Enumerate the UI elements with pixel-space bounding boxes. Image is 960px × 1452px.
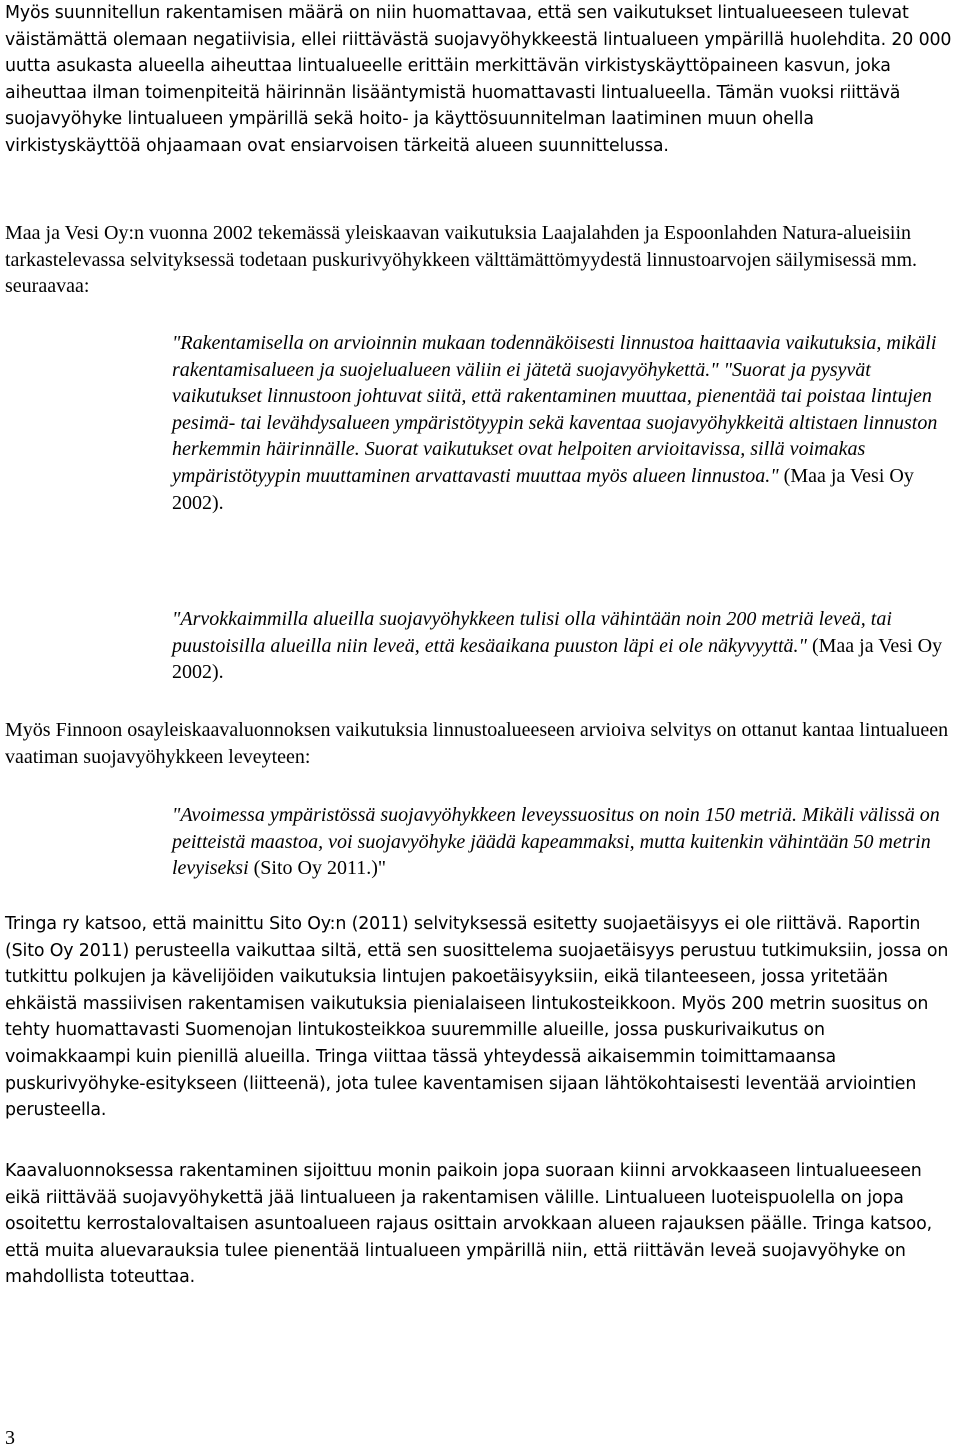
paragraph-4: Tringa ry katsoo, että mainittu Sito Oy:n (2011) selvityksessä esitetty suojaetäisyys ei ole riittävä. Raportin (Sito Oy 2011) perusteella vaikuttaa siltä, että sen suosittelema suojaetäisyys perustuu tutkimuksiin, jossa on tutkittu polkujen ja kävelijöiden vaikutuksia lintujen pakoetäisyyksiin, eikä tilanteeseen, jossa yritetään ehkäistä massiivisen rakentamisen vaikutuksia pienialaiseen lintukosteikkoon. Myös 200 metrin suositus on tehty huomattavasti Suomenojan lintukosteikkoa suuremmille alueille, jossa puskurivaikutus on voimakkaampi kuin pienillä alueilla. Tringa viittaa tässä yhteydessä aikaisemmin toimittamaansa puskurivyöhyke-esitykseen (liitteenä), jota tulee kaventamisen sijaan lähtökohtaisesti leventää arviointien perusteella. (5, 914, 949, 1121)
paragraph-2: Maa ja Vesi Oy:n vuonna 2002 tekemässä yleiskaavan vaikutuksia Laajalahden ja Espoonlahden Natura-alueisiin tarkastelevassa selvityksessä todetaan puskurivyöhykkeen välttämättömyydestä linnustoarvojen säilymisessä mm. seuraavaa: (5, 222, 918, 298)
quote-maa-ja-vesi-1 (5, 330, 953, 516)
paragraph-1: Myös suunnitellun rakentamisen määrä on niin huomattavaa, että sen vaikutukset lintualueeseen tulevat väistämättä olemaan negatiivisia, ellei riittävästä suojavyöhykkeestä lintualueen ympärillä huolehdita. 20 000 uutta asukasta alueella aiheuttaa lintualueelle erittäin merkittävän virkistyskäyttöpaineen kasvun, joka aiheuttaa ilman toimenpiteitä häirinnän lisääntymistä huomattavasti lintualueella. Tämän vuoksi riittävä suojavyöhyke lintualueen ympärillä sekä hoito- ja käyttösuunnitelman laatiminen muun ohella virkistyskäyttöä ohjaamaan ovat ensiarvoisen tärkeitä alueen suunnittelussa. (5, 3, 952, 156)
quote-sito (5, 802, 953, 882)
paragraph-5: Kaavaluonnoksessa rakentaminen sijoittuu monin paikoin jopa suoraan kiinni arvokkaaseen lintualueeseen eikä riittävää suojavyöhykettä jää lintualueen ja rakentamisen välille. Lintualueen luoteispuolella on jopa osoitettu kerrostalovaltaisen asuntoalueen rajaus osittain arvokkaan alueen rajauksen päälle. Tringa katsoo, että muita aluevarauksia tulee pienentää lintualueen ympärillä niin, että riittävän leveä suojavyöhyke on mahdollista toteuttaa. (5, 1161, 933, 1288)
quote-1-source: (Maa ja Vesi Oy 2002). (172, 464, 914, 514)
paragraph-3: Myös Finnoon osayleiskaavaluonnoksen vaikutuksia linnustoalueeseen arvioiva selvitys on ottanut kantaa lintualueen vaatiman suojavyöhykkeen leveyteen: (5, 719, 949, 768)
quote-maa-ja-vesi-2 (5, 606, 953, 686)
quote-1-text: "Rakentamisella on arvioinnin mukaan todennäköisesti linnustoa haittaavia vaikutuksia, mikäli rakentamisalueen ja suojelualueen väliin ei jätetä suojavyöhykettä." "Suorat ja pysyvät vaikutukset linnustoon johtuvat siitä, että rakentaminen muuttaa, pienentää tai poistaa lintujen pesimä- tai levähdysalueen ympäristötyypin sekä kaventaa suojavyöhykkeitä altistaen linnuston herkemmin häirinnälle. Suorat vaikutukset ovat helpoiten arvioitavissa, sillä voimakas ympäristötyypin muuttaminen arvattavasti muuttaa myös alueen linnustoa." (172, 332, 938, 487)
page-number: 3 (5, 1427, 15, 1449)
quote-3-text: "Avoimessa ympäristössä suojavyöhykkeen leveyssuositus on noin 150 metriä. Mikäli välissä on peitteistä maastoa, voi suojavyöhyke jäädä kapeammaksi, mutta kuitenkin vähintään 50 metrin levyiseksi (172, 804, 940, 880)
quote-2-text: "Arvokkaimmilla alueilla suojavyöhykkeen tulisi olla vähintään noin 200 metriä leveä, tai puustoisilla alueilla niin leveä, että kesäaikana puuston läpi ei ole näkyvyyttä." (172, 608, 892, 657)
quote-2-source: (Maa ja Vesi Oy 2002). (172, 634, 943, 684)
quote-3-source: (Sito Oy 2011.)" (248, 857, 387, 880)
